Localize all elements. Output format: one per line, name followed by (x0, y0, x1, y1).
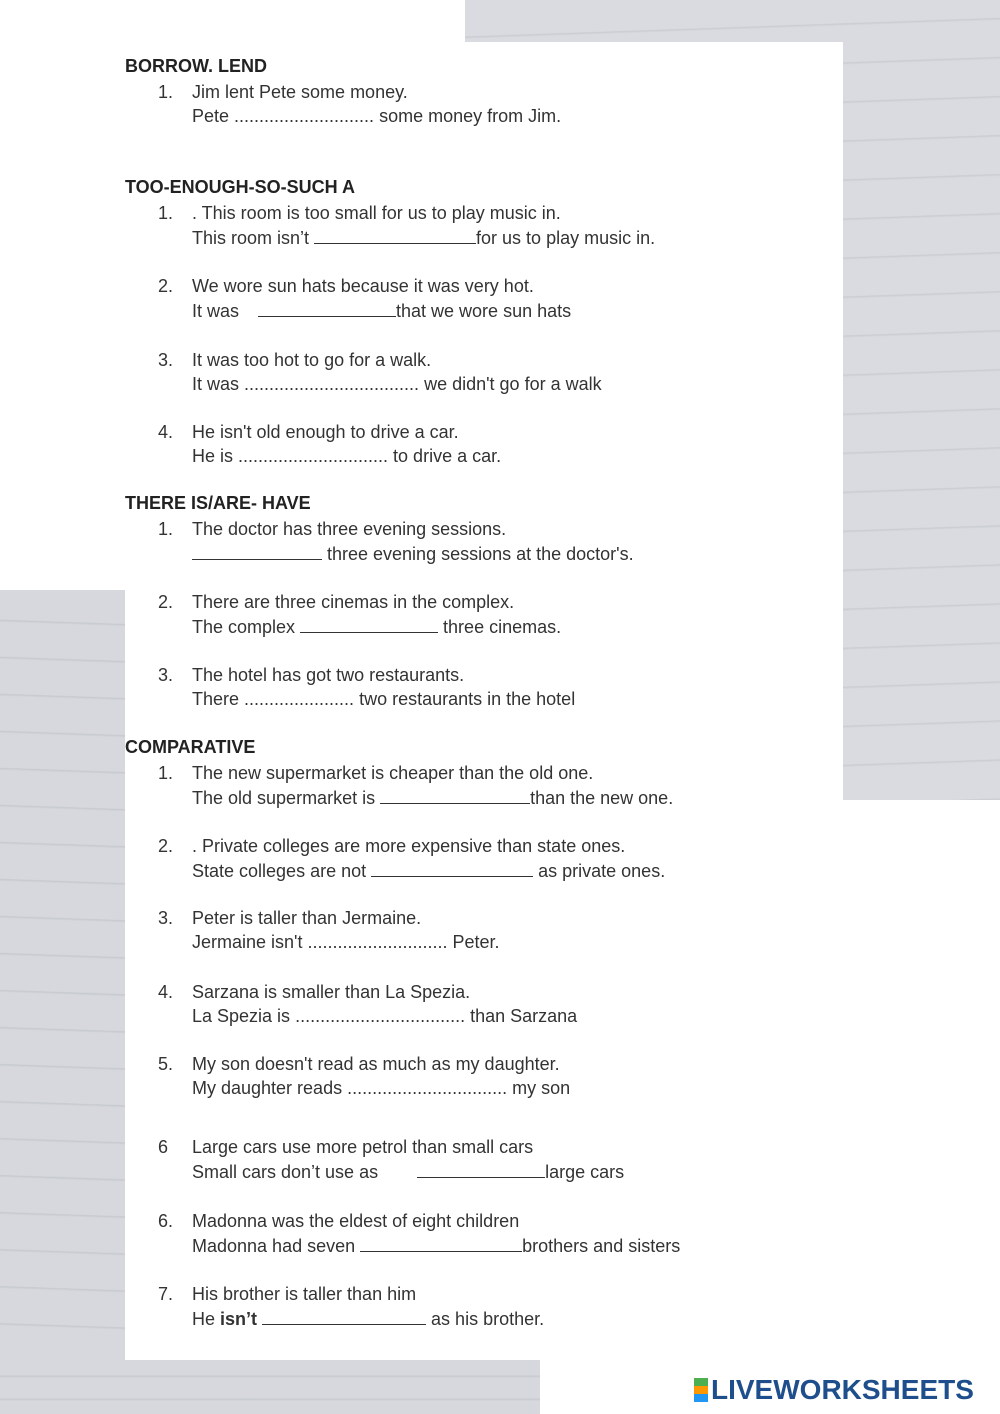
section-heading: THERE IS/ARE- HAVE (125, 493, 311, 513)
answer-dots[interactable]: ................................... (244, 374, 420, 394)
answer-suffix: that we wore sun hats (396, 301, 572, 321)
answer-suffix: two restaurants in the hotel (354, 689, 576, 709)
answer-blank[interactable] (314, 225, 476, 244)
answer-blank[interactable] (262, 1306, 426, 1325)
item-number: 1. (158, 82, 174, 102)
answer-suffix: than the new one. (530, 788, 674, 808)
answer-suffix: three cinemas. (438, 617, 562, 637)
item-number: 2. (158, 276, 174, 296)
item-answer-line (192, 1159, 624, 1184)
logo-icon (694, 1378, 708, 1402)
answer-blank[interactable] (258, 298, 396, 317)
item-question: There are three cinemas in the complex. (192, 592, 515, 612)
item-answer-line (192, 687, 575, 711)
item-question: His brother is taller than him (192, 1284, 417, 1304)
answer-prefix: He is (192, 446, 239, 466)
item-answer-line (192, 225, 655, 250)
answer-emphasis: isn’t (220, 1309, 258, 1329)
answer-suffix: to drive a car. (388, 446, 502, 466)
item-answer-line (192, 104, 561, 128)
answer-prefix: Jermaine isn't (192, 932, 308, 952)
item-question: Sarzana is smaller than La Spezia. (192, 982, 471, 1002)
answer-suffix: than Sarzana (465, 1006, 578, 1026)
answer-blank[interactable] (192, 541, 322, 560)
answer-suffix: as his brother. (426, 1309, 545, 1329)
item-question: . This room is too small for us to play music in. (192, 203, 561, 223)
answer-prefix: It was (192, 374, 245, 394)
answer-dots[interactable]: ................................ (347, 1078, 508, 1098)
item-number: 2. (158, 592, 174, 612)
item-answer-line (192, 1076, 570, 1100)
answer-prefix: My daughter reads (192, 1078, 348, 1098)
answer-suffix: some money from Jim. (374, 106, 562, 126)
answer-suffix: three evening sessions at the doctor's. (322, 544, 634, 564)
item-number: 6. (158, 1211, 174, 1231)
item-number: 3. (158, 908, 174, 928)
answer-prefix: He (192, 1309, 221, 1329)
item-question: Peter is taller than Jermaine. (192, 908, 422, 928)
answer-dots[interactable]: ...................... (244, 689, 355, 709)
answer-dots[interactable]: ............................ (307, 932, 448, 952)
item-number: 6 (158, 1137, 169, 1157)
item-number: 3. (158, 665, 174, 685)
item-question: Large cars use more petrol than small cars (192, 1137, 534, 1157)
item-question: He isn't old enough to drive a car. (192, 422, 459, 442)
item-answer-line (192, 785, 673, 810)
item-answer-line (192, 298, 571, 323)
answer-dots[interactable]: ............................ (234, 106, 375, 126)
answer-prefix: This room isn’t (192, 228, 315, 248)
item-question: We wore sun hats because it was very hot. (192, 276, 534, 296)
item-number: 4. (158, 982, 174, 1002)
answer-prefix: The complex (192, 617, 301, 637)
item-question: The doctor has three evening sessions. (192, 519, 507, 539)
answer-prefix: Small cars don’t use as (192, 1162, 384, 1182)
item-number: 4. (158, 422, 174, 442)
item-answer-line (192, 1004, 577, 1028)
item-question: The new supermarket is cheaper than the old one. (192, 763, 594, 783)
liveworksheets-logo[interactable] (694, 1374, 974, 1406)
answer-blank[interactable] (360, 1233, 522, 1252)
item-answer-line (192, 444, 501, 468)
item-number: 3. (158, 350, 174, 370)
answer-blank[interactable] (300, 614, 438, 633)
section-heading: BORROW. LEND (125, 56, 267, 76)
answer-suffix: as private ones. (533, 861, 666, 881)
item-number: 7. (158, 1284, 174, 1304)
answer-prefix: It was (192, 301, 245, 321)
item-question: Jim lent Pete some money. (192, 82, 408, 102)
item-answer-line (192, 541, 634, 566)
answer-blank[interactable] (417, 1159, 545, 1178)
answer-prefix: La Spezia is (192, 1006, 296, 1026)
section-heading: TOO-ENOUGH-SO-SUCH A (125, 177, 356, 197)
answer-blank[interactable] (371, 858, 533, 877)
item-answer-line (192, 930, 500, 954)
logo-text: LIVEWORKSHEETS (711, 1374, 974, 1405)
answer-suffix: large cars (545, 1162, 625, 1182)
item-question: . Private colleges are more expensive than state ones. (192, 836, 626, 856)
answer-dots[interactable]: .............................. (238, 446, 389, 466)
answer-suffix: Peter. (447, 932, 500, 952)
item-question: My son doesn't read as much as my daughter. (192, 1054, 560, 1074)
item-answer-line (192, 372, 602, 396)
item-number: 1. (158, 763, 174, 783)
item-answer-line (192, 1306, 544, 1331)
answer-prefix: There (192, 689, 245, 709)
answer-prefix: The old supermarket is (192, 788, 381, 808)
item-answer-line (192, 614, 561, 639)
answer-prefix: Pete (192, 106, 235, 126)
answer-prefix: Madonna had seven (192, 1236, 361, 1256)
answer-suffix: for us to play music in. (476, 228, 656, 248)
item-number: 2. (158, 836, 174, 856)
item-number: 5. (158, 1054, 174, 1074)
item-question: It was too hot to go for a walk. (192, 350, 432, 370)
section-heading: COMPARATIVE (125, 737, 256, 757)
answer-suffix: we didn't go for a walk (419, 374, 602, 394)
item-number: 1. (158, 519, 174, 539)
answer-dots[interactable]: .................................. (295, 1006, 466, 1026)
answer-suffix: brothers and sisters (522, 1236, 681, 1256)
item-answer-line (192, 1233, 680, 1258)
item-question: The hotel has got two restaurants. (192, 665, 465, 685)
answer-prefix: State colleges are not (192, 861, 372, 881)
answer-suffix: my son (507, 1078, 571, 1098)
answer-blank[interactable] (380, 785, 530, 804)
item-answer-line (192, 858, 665, 883)
item-question: Madonna was the eldest of eight children (192, 1211, 520, 1231)
item-number: 1. (158, 203, 174, 223)
